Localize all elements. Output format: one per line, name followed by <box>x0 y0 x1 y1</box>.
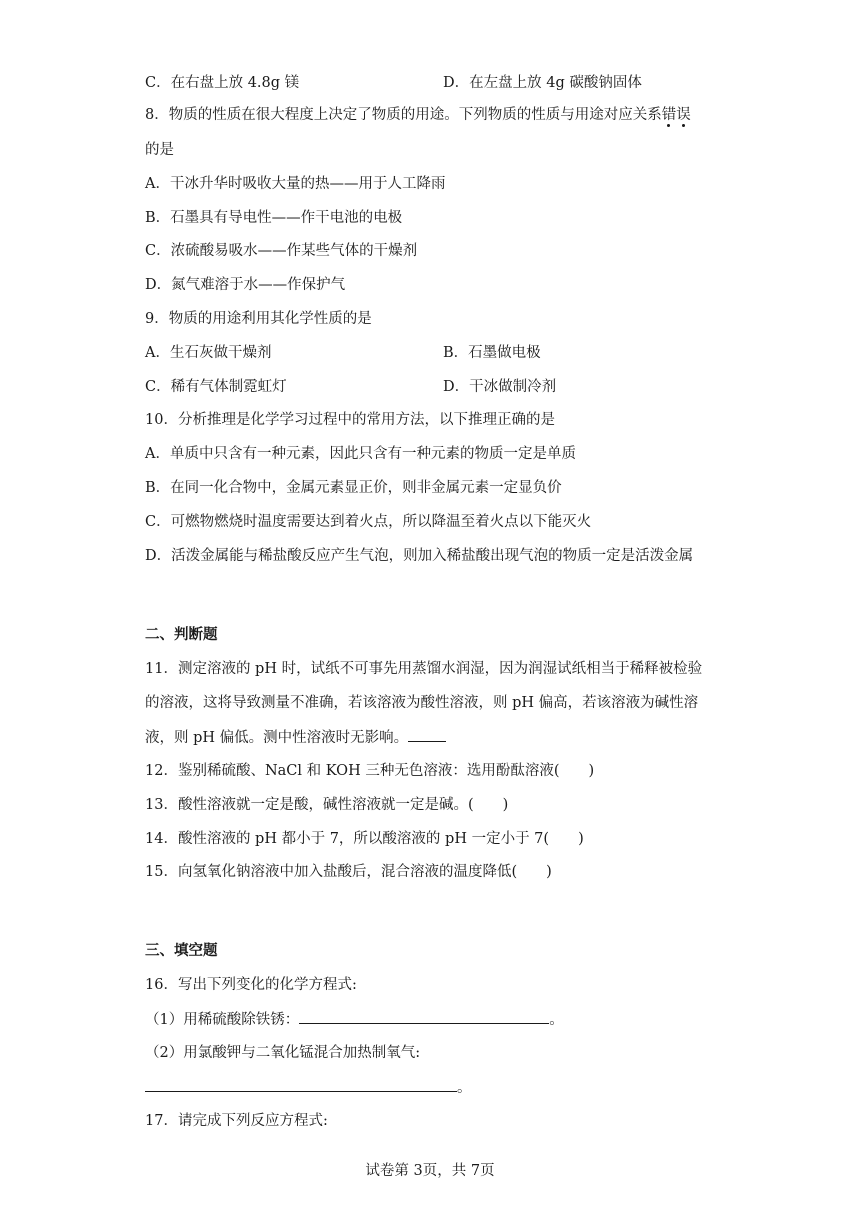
q13: 13．酸性溶液就一定是酸，碱性溶液就一定是碱。( ) <box>145 797 509 813</box>
q8-stem-text: 8．物质的性质在很大程度上决定了物质的用途。下列物质的性质与用途对应关系 <box>145 107 662 123</box>
q10-option-c: C．可燃物燃烧时温度需要达到着火点，所以降温至着火点以下能灭火 <box>145 514 592 530</box>
section-3-title: 三、填空题 <box>145 942 218 959</box>
section-2-title: 二、判断题 <box>145 626 218 643</box>
q10-option-a: A．单质中只含有一种元素，因此只含有一种元素的物质一定是单质 <box>145 446 576 462</box>
q8-option-d: D．氮气难溶于水——作保护气 <box>145 277 346 293</box>
q12: 12．鉴别稀硫酸、NaCl 和 KOH 三种无色溶液：选用酚酞溶液( ) <box>145 763 595 779</box>
q8-emphasis-char-2: 误 <box>676 107 691 123</box>
q11-answer-blank[interactable] <box>408 727 446 742</box>
q11-line-3 <box>145 727 446 748</box>
q16-part-1 <box>145 1009 564 1030</box>
q14: 14．酸性溶液的 pH 都小于 7，所以酸溶液的 pH 一定小于 7( ) <box>145 831 584 847</box>
q9-option-b: B．石墨做电极 <box>443 345 541 361</box>
q10-stem: 10．分析推理是化学学习过程中的常用方法，以下推理正确的是 <box>145 412 555 428</box>
q9-option-a: A．生石灰做干燥剂 <box>145 345 272 361</box>
q9-option-c: C．稀有气体制霓虹灯 <box>145 379 287 395</box>
q16-part-2-answer <box>145 1077 472 1098</box>
q11-line-1: 11．测定溶液的 pH 时，试纸不可事先用蒸馏水润湿，因为润湿试纸相当于稀释被检验 <box>145 661 703 677</box>
q8-option-c: C．浓硫酸易吸水——作某些气体的干燥剂 <box>145 243 418 259</box>
q16-part-2: （2）用氯酸钾与二氧化锰混合加热制氧气: <box>145 1045 421 1061</box>
page-footer: 试卷第 3页，共 7页 <box>365 1163 495 1179</box>
q16-part-1-text: （1）用稀硫酸除铁锈： <box>145 1012 300 1028</box>
q8-emphasis-char-1: 错 <box>661 107 677 123</box>
q11-line-3-text: 液，则 pH 偏低。测中性溶液时无影响。 <box>145 730 409 746</box>
q15: 15．向氢氧化钠溶液中加入盐酸后，混合溶液的温度降低( ) <box>145 864 552 880</box>
q8-option-a: A．干冰升华时吸收大量的热——用于人工降雨 <box>145 176 446 192</box>
q8-option-b: B．石墨具有导电性——作干电池的电极 <box>145 210 403 226</box>
q9-stem: 9．物质的用途利用其化学性质的是 <box>145 311 372 327</box>
q8-stem-cont: 的是 <box>145 142 174 158</box>
q7-option-c: C．在右盘上放 4.8g 镁 <box>145 75 300 91</box>
q10-option-d: D．活泼金属能与稀盐酸反应产生气泡，则加入稀盐酸出现气泡的物质一定是活泼金属 <box>145 548 694 564</box>
q9-option-d: D．干冰做制冷剂 <box>443 379 557 395</box>
q11-line-2: 的溶液，这将导致测量不准确，若该溶液为酸性溶液，则 pH 偏高，若该溶液为碱性溶 <box>145 695 699 711</box>
q16-part-2-blank[interactable] <box>145 1077 457 1092</box>
q8-stem <box>145 105 691 125</box>
q16-part-1-end: 。 <box>549 1012 564 1028</box>
q16-part-1-blank[interactable] <box>299 1009 549 1024</box>
q7-option-d: D．在左盘上放 4g 碳酸钠固体 <box>443 75 642 91</box>
q16-part-2-end: 。 <box>457 1080 472 1096</box>
q10-option-b: B．在同一化合物中，金属元素显正价，则非金属元素一定显负价 <box>145 480 562 496</box>
q17-stem: 17．请完成下列反应方程式: <box>145 1113 328 1129</box>
q16-stem: 16．写出下列变化的化学方程式: <box>145 977 357 993</box>
